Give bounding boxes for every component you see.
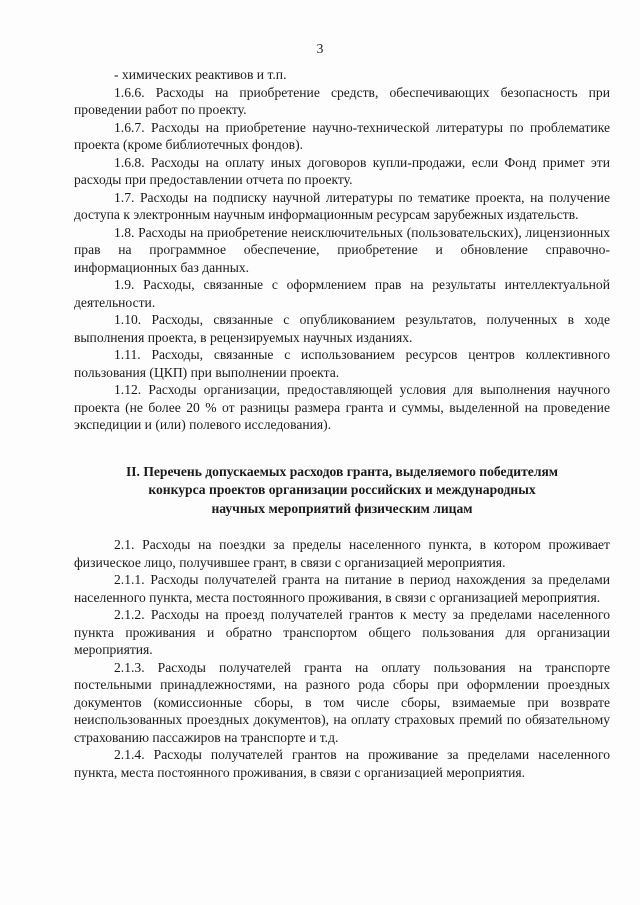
paragraph-1-8: 1.8. Расходы на приобретение неисключительных (пользовательских), лицензионных прав на программное обеспечение, приобретение и обновление справочно-информационных баз данных. xyxy=(74,224,610,275)
paragraph-1-11: 1.11. Расходы, связанные с использованием ресурсов центров коллективного пользования (ЦКП) при выполнении проекта. xyxy=(74,347,610,380)
paragraph-2-1: 2.1. Расходы на поездки за пределы населенного пункта, в котором проживает физическое лицо, получившее грант, в связи с организацией мероприятия. xyxy=(74,537,610,570)
section-2-heading xyxy=(74,463,610,519)
paragraph-1-10: 1.10. Расходы, связанные с опубликованием результатов, полученных в ходе выполнения проекта, в рецензируемых научных изданиях. xyxy=(74,312,610,345)
paragraph: - химических реактивов и т.п. xyxy=(114,67,287,82)
paragraph-1-6-6: 1.6.6. Расходы на приобретение средств, обеспечивающих безопасность при проведении работ по проекту. xyxy=(74,84,610,117)
paragraph-2-1-3: 2.1.3. Расходы получателей гранта на оплату пользования на транспорте постельными принадлежностями, на разного рода сборы при оформлении проездных документов (комиссионные сборы, в том числе сборы, взимаемые при возврате неиспользованных проездных документов), на оплату страховых премий по обязательному страхованию пассажиров на транспорте и т.д. xyxy=(74,659,610,745)
paragraph-1-6-8: 1.6.8. Расходы на оплату иных договоров купли-продажи, если Фонд примет эти расходы при предоставлении отчета по проекту. xyxy=(74,154,610,187)
section-2-heading-line: II. Перечень допускаемых расходов гранта, выделяемого победителям xyxy=(125,463,559,479)
paragraph-2-1-1: 2.1.1. Расходы получателей гранта на питание в период нахождения за пределами населенного пункта, места постоянного проживания, в связи с организацией мероприятия. xyxy=(74,572,610,605)
section-1-list xyxy=(74,66,610,434)
page-number: 3 xyxy=(316,41,324,56)
paragraph-1-6-7: 1.6.7. Расходы на приобретение научно-технической литературы по проблематике проекта (кроме библиотечных фондов). xyxy=(74,119,610,152)
section-2-list xyxy=(74,536,610,781)
section-2-heading-line: конкурса проектов организации российских и международных xyxy=(148,482,536,497)
paragraph-1-7: 1.7. Расходы на подписку научной литературы по тематике проекта, на получение доступа к электронным научным информационным ресурсам зарубежных издательств. xyxy=(74,189,610,222)
document-body xyxy=(74,66,610,781)
paragraph-1-12: 1.12. Расходы организации, предоставляющей условия для выполнения научного проекта (не более 20 % от разницы размера гранта и суммы, выделенной на проведение экспедиции и (или) полевого исследования). xyxy=(74,382,610,432)
paragraph-2-1-4: 2.1.4. Расходы получателей грантов на проживание за пределами населенного пункта, места постоянного проживания, в связи с организацией мероприятия. xyxy=(74,747,610,780)
paragraph-2-1-2: 2.1.2. Расходы на проезд получателей грантов к месту за пределами населенного пункта проживания и обратно транспортом общего пользования для организации мероприятия. xyxy=(74,607,610,657)
section-2-heading-line: научных мероприятий физическим лицам xyxy=(211,500,473,516)
paragraph-1-9: 1.9. Расходы, связанные с оформлением прав на результаты интеллектуальной деятельности. xyxy=(74,277,610,310)
